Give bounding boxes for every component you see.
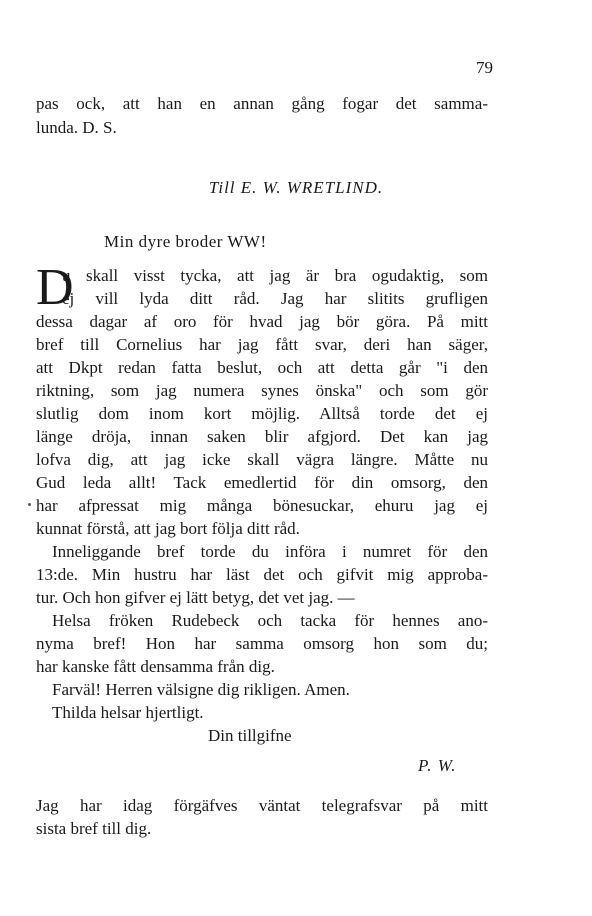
postscript-line: Jag har idag förgäfves väntat telegrafsvar på mitt <box>36 796 488 815</box>
body-line: ej vill lyda ditt råd. Jag har slitits grufligen <box>62 289 488 308</box>
body-line: u skall visst tycka, att jag är bra ogudaktig, som <box>62 266 488 285</box>
body-line: Inneliggande bref torde du införa i numret för den <box>52 542 488 561</box>
body-line: att Dkpt redan fatta beslut, och att detta går "i den <box>36 358 488 377</box>
body-line: Helsa fröken Rudebeck och tacka för hennes ano- <box>52 611 488 630</box>
body-line: riktning, som jag numera synes önska" och som gör <box>36 381 488 400</box>
body-line: länge dröja, innan saken blir afgjord. Det kan jag <box>36 427 488 446</box>
body-line: slutlig dom inom kort möjlig. Alltså torde det ej <box>36 404 488 423</box>
page-number: 79 <box>476 58 493 77</box>
margin-mark <box>28 503 31 506</box>
signature: P. W. <box>418 756 457 775</box>
body-line: nyma bref! Hon har samma omsorg hon som du; <box>36 634 488 653</box>
body-line: lofva dig, att jag icke skall vägra längre. Måtte nu <box>36 450 488 469</box>
body-line: tur. Och hon gifver ej lätt betyg, det vet jag. — <box>36 588 355 607</box>
body-line: Thilda helsar hjertligt. <box>52 703 204 722</box>
drop-cap: D <box>36 259 74 316</box>
body-line: Gud leda allt! Tack emedlertid för din omsorg, den <box>36 473 488 492</box>
body-line: har afpressat mig många bönesuckar, ehuru jag ej <box>36 496 488 515</box>
body-line: Farväl! Herren välsigne dig rikligen. Amen. <box>52 680 350 699</box>
body-line: har kanske fått densamma från dig. <box>36 657 275 676</box>
intro-line: pas ock, att han en annan gång fogar det samma- <box>36 94 488 113</box>
body-line: 13:de. Min hustru har läst det och gifvit mig approba- <box>36 565 488 584</box>
body-line: kunnat förstå, att jag bort följa ditt råd. <box>36 519 300 538</box>
closing: Din tillgifne <box>208 726 292 745</box>
salutation: Min dyre broder WW! <box>104 232 267 251</box>
body-line: bref till Cornelius har jag fått svar, deri han säger, <box>36 335 488 354</box>
letter-heading: Till E. W. WRETLIND. <box>208 178 384 197</box>
postscript-line: sista bref till dig. <box>36 819 152 838</box>
body-line: dessa dagar af oro för hvad jag bör göra. På mitt <box>36 312 488 331</box>
intro-line: lunda. D. S. <box>36 118 117 137</box>
